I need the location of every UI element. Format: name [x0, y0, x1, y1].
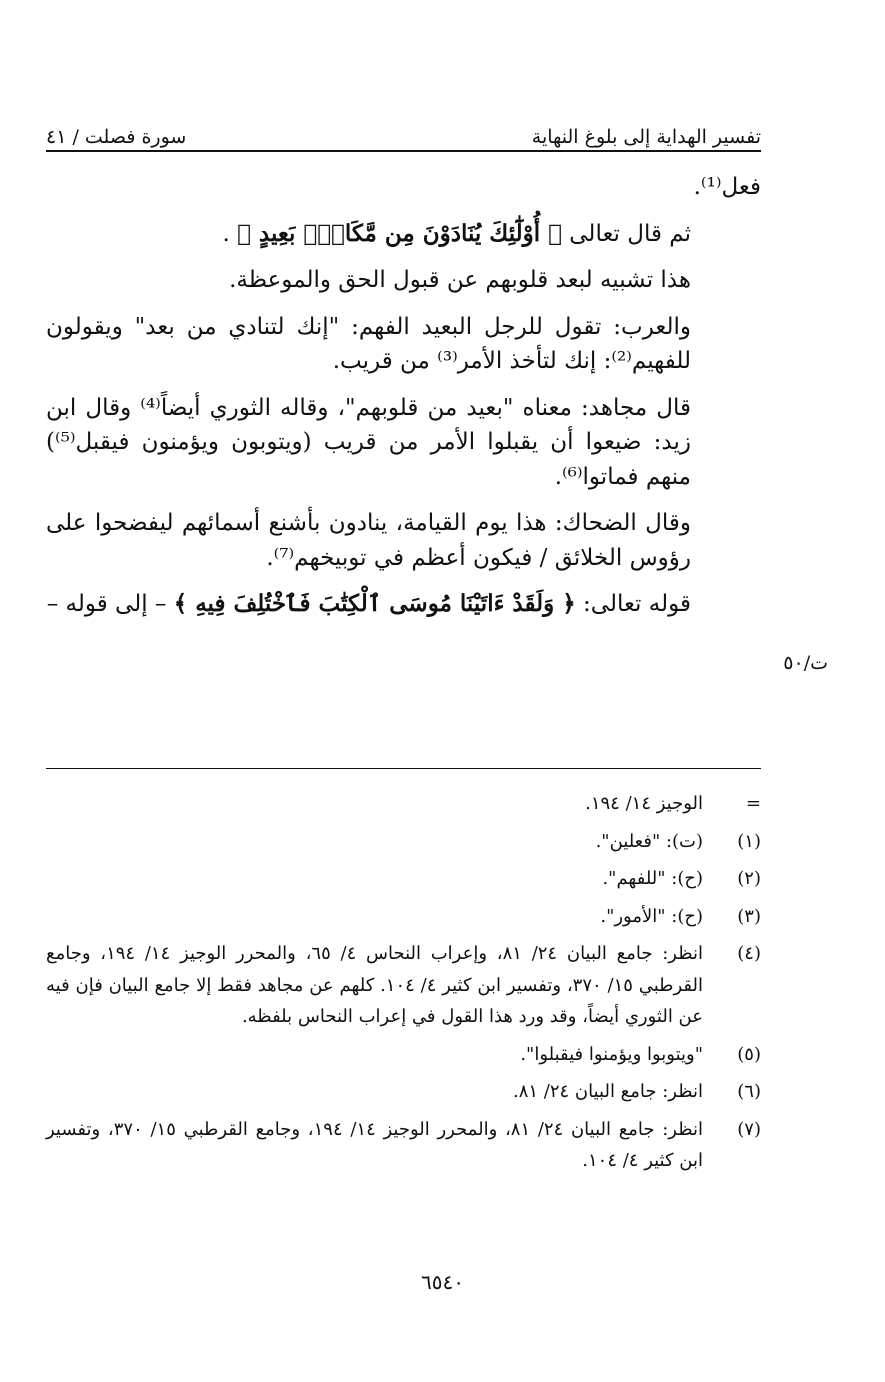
surah-reference: سورة فصلت / ٤١ [46, 126, 187, 148]
footnote-rule [46, 768, 761, 769]
footnote-text: (ت): "فعلين". [595, 830, 703, 852]
footnote [46, 1114, 761, 1177]
paragraph-7 [46, 587, 761, 622]
footnote-text: "ويتوبوا ويؤمنوا فيقبلوا". [520, 1043, 703, 1065]
footnote-text: انظر: جامع البيان ٢٤/ ٨١، وإعراب النحاس ٤/ ٦٥، والمحرر الوجيز ١٤/ ١٩٤، وجامع القرطبي ١٥/ ٣٧٠، وتفسير ابن كثير ٤/ ١٠٤. كلهم عن مجاهد فقط إلا جامع البيان فإن فيه عن الثوري أيضاً، وقد ورد هذا القول في إعراب النحاس بلفظه. [46, 943, 704, 1027]
footnote-number: = [745, 793, 761, 814]
paragraph-1: فعل⁽¹⁾. [693, 174, 761, 200]
footnote-number: (٢) [737, 868, 761, 889]
footnote-number: (٣) [737, 905, 761, 927]
footnote-text: (ح): "الأمور". [600, 905, 703, 927]
paragraph-7-prefix: قوله تعالى: [583, 591, 691, 617]
quran-verse-1: ﴿ أُوْلَٰٓئِكَ يُنَادَوْنَ مِن مَّكَانِۭ بَعِيدٍ ﴾ [237, 219, 562, 247]
footnote-text: انظر: جامع البيان ٢٤/ ٨١، والمحرر الوجيز ١٤/ ١٩٤، وجامع القرطبي ١٥/ ٣٧٠، وتفسير ابن كثير ٤/ ١٠٤. [46, 1118, 704, 1171]
paragraph-2 [46, 217, 761, 252]
footnote-number: (٤) [737, 943, 761, 964]
footnote-text: الوجيز ١٤/ ١٩٤. [585, 793, 703, 814]
footnote [46, 938, 761, 1033]
book-title: تفسير الهداية إلى بلوغ النهاية [531, 126, 761, 148]
paragraph-7-suffix: – إلى قوله – [46, 591, 167, 617]
paragraph-5: قال مجاهد: معناه "بعيد من قلوبهم"، وقاله الثوري أيضاً⁽⁴⁾ وقال ابن زيد: ضيعوا أن يقبلوا الأمر من قريب (ويتوبون ويؤمنون فيقبل⁽⁵⁾) منهم فماتوا⁽⁶⁾. [46, 394, 691, 490]
quran-verse-2: ﴿ وَلَقَدْ ءَاتَيْنَا مُوسَى ٱلْكِتَٰبَ فَٱخْتُلِفَ فِيهِ ﴾ [173, 590, 576, 617]
paragraph-2-suffix: . [222, 220, 230, 247]
footnote-number: (٦) [737, 1081, 761, 1102]
paragraph-2-prefix: ثم قال تعالى [569, 220, 691, 247]
paragraph-3: هذا تشبيه لبعد قلوبهم عن قبول الحق والموعظة. [229, 267, 691, 293]
footnote [46, 901, 761, 933]
footnote-number: (٧) [737, 1118, 761, 1140]
running-header [46, 112, 761, 148]
paragraph-6: وقال الضحاك: هذا يوم القيامة، ينادون بأشنع أسمائهم ليفضحوا على رؤوس الخلائق / فيكون أعظم في توبيخهم⁽⁷⁾. [46, 510, 691, 571]
header-rule [46, 150, 761, 152]
footnote [46, 1039, 761, 1071]
paragraph-4: والعرب: تقول للرجل البعيد الفهم: "إنك لتنادي من بعد" ويقولون للفهيم⁽²⁾: إنك لتأخذ الأمر⁽³⁾ من قريب. [46, 313, 691, 374]
footnote-text: انظر: جامع البيان ٢٤/ ٨١. [512, 1081, 703, 1102]
footnote [46, 863, 761, 895]
footnote [46, 1076, 761, 1108]
footnote-text: (ح): "للفهم". [602, 868, 703, 889]
manuscript-marginal-note: ت/٥٠ [783, 652, 828, 674]
footnote [46, 826, 761, 858]
page-number: ٦٥٤٠ [421, 1270, 464, 1294]
footnote-number: (٥) [737, 1043, 761, 1065]
footnote-number: (١) [737, 830, 761, 852]
footnotes [46, 788, 761, 1183]
footnote [46, 788, 761, 820]
main-text [46, 170, 761, 634]
